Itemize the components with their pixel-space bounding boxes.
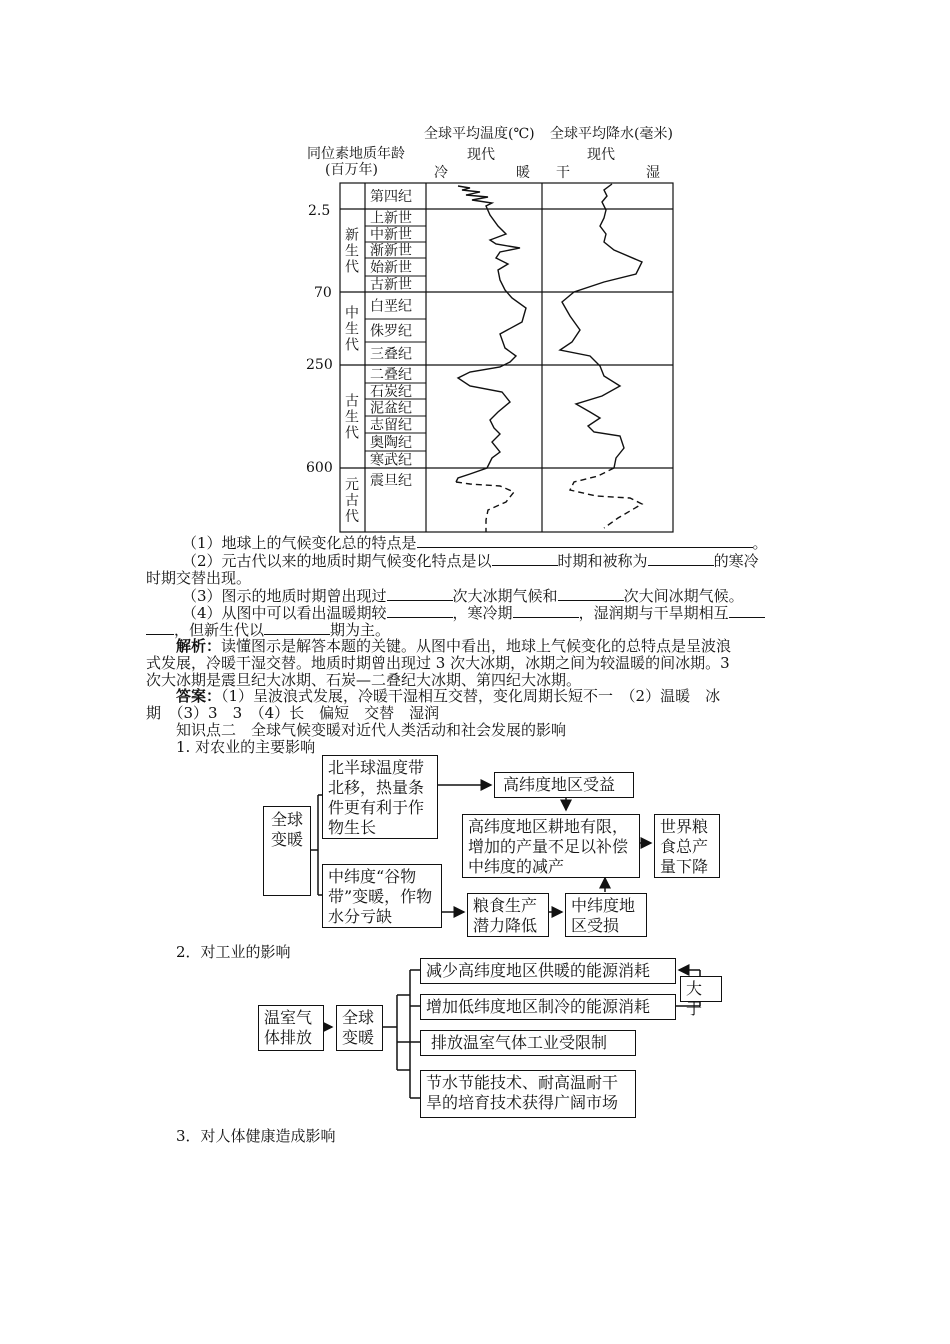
mid-latitude-grain-belt: 中纬度“谷物带”变暖，作物水分亏缺 — [322, 864, 442, 928]
period-label: 震旦纪 — [370, 473, 412, 489]
age-label: 2.5 — [308, 203, 331, 219]
era-label: 新 — [345, 227, 359, 244]
answer-text: 期 （3）3 3 （4）长 偏短 交替 湿润 — [146, 704, 440, 722]
age-label: 600 — [306, 460, 333, 476]
age-label: 250 — [306, 357, 333, 373]
analysis-text: 读懂图示是解答本题的关键。从图中看出，地球上气候变化的总特点是呈波浪 — [221, 637, 732, 655]
answer-label: 答案： — [176, 687, 222, 705]
question-4-cont: ，但新生代以 — [174, 621, 265, 639]
era-label: 代 — [345, 425, 359, 442]
period-label: 志留纪 — [370, 417, 412, 434]
question-2-cont: 时期交替出现。 — [146, 569, 252, 587]
era-label: 代 — [345, 337, 359, 354]
answer-text: （1）呈波浪式发展，冷暖干湿相互交替，变化周期长短不一 （2）温暖 冰 — [221, 687, 721, 705]
question-4-end: 期为主。 — [330, 621, 391, 639]
question-4-mid: ，寒冷期 — [452, 604, 513, 622]
era-label: 元 — [345, 477, 359, 493]
root-global-warming: 全球变暖 — [263, 806, 311, 896]
period-label: 上新世 — [370, 210, 412, 227]
subsection-title: 1. 对农业的主要影响 — [176, 738, 316, 756]
nh-temperature-belt: 北半球温度带北移，热量条件更有利于作物生长 — [322, 755, 438, 839]
question-3-mid: 次大冰期气候和 — [452, 587, 558, 605]
period-label: 始新世 — [370, 260, 412, 276]
question-2-end: 的寒冷 — [713, 552, 759, 570]
era-label: 代 — [345, 259, 359, 276]
period-label: 寒武纪 — [370, 452, 412, 469]
global-warming: 全球变暖 — [336, 1005, 383, 1051]
grain-potential-decline: 粮食生产潜力降低 — [467, 893, 549, 937]
era-label: 古 — [345, 493, 359, 509]
temp-warm-label: 暖 — [516, 165, 530, 181]
age-header: 同位素地质年龄 — [307, 146, 405, 162]
section-title: 知识点二 全球气候变暖对近代人类活动和社会发展的影响 — [176, 721, 567, 739]
period-label: 三叠纪 — [370, 346, 412, 363]
analysis-label: 解析： — [176, 637, 222, 655]
precip-modern-label: 现代 — [587, 147, 615, 163]
subsection-title: 3．对人体健康造成影响 — [176, 1127, 336, 1145]
question-3: （3）图示的地质时期曾出现过 — [182, 587, 387, 605]
temp-modern-label: 现代 — [467, 147, 495, 163]
question-3-end: 次大间冰期气候。 — [623, 587, 744, 605]
era-label: 代 — [345, 509, 359, 525]
reduce-heating-energy: 减少高纬度地区供暖的能源消耗 — [420, 958, 676, 984]
period-label: 泥盆纪 — [370, 400, 412, 417]
world-grain-output: 世界粮食总产量下降 — [654, 814, 720, 878]
precip-dry-label: 干 — [556, 165, 570, 181]
question-4: （4）从图中可以看出温暖期较 — [182, 604, 387, 622]
age-unit: (百万年) — [325, 162, 378, 178]
question-1: （1）地球上的气候变化总的特点是 — [182, 534, 417, 552]
precip-header: 全球平均降水(毫米) — [550, 126, 673, 142]
mid-latitude-loss: 中纬度地区受损 — [565, 893, 647, 937]
temp-cold-label: 冷 — [434, 165, 448, 181]
technology-market: 节水节能技术、耐高温耐干旱的培育技术获得广阔市场 — [420, 1070, 636, 1118]
high-latitude-benefit: 高纬度地区受益 — [494, 772, 634, 798]
era-label: 生 — [345, 321, 359, 338]
question-4-mid2: ，湿润期与干旱期相互 — [578, 604, 729, 622]
subsection-title: 2．对工业的影响 — [176, 943, 291, 961]
precip-wet-label: 湿 — [646, 165, 660, 181]
period-label: 中新世 — [370, 227, 412, 243]
period-label: 二叠纪 — [370, 367, 412, 383]
greenhouse-emission: 温室气体排放 — [258, 1005, 324, 1051]
high-latitude-limited: 高纬度地区耕地有限，增加的产量不足以补偿中纬度的减产 — [462, 814, 640, 878]
question-2-mid: 时期和被称为 — [557, 552, 648, 570]
era-label: 中 — [345, 305, 359, 322]
period-label: 侏罗纪 — [370, 323, 412, 340]
analysis-text: 式发展，冷暖干湿交替。地质时期曾出现过 3 次大冰期，冰期之间为较温暖的间冰期。3 — [146, 654, 730, 672]
era-label: 古 — [345, 393, 359, 410]
emission-industry-limited: 排放温室气体工业受限制 — [420, 1030, 636, 1056]
question-1-end: 。 — [752, 534, 768, 552]
period-label: 古新世 — [370, 277, 412, 293]
era-label: 生 — [345, 243, 359, 260]
temp-header: 全球平均温度(℃) — [424, 126, 535, 142]
analysis-text: 次大冰期是震旦纪大冰期、石炭—二叠纪大冰期、第四纪大冰期。 — [146, 671, 582, 689]
era-label: 生 — [345, 409, 359, 426]
age-label: 70 — [314, 285, 332, 301]
period-label: 石炭纪 — [370, 384, 412, 400]
increase-cooling-energy: 增加低纬度地区制冷的能源消耗 — [420, 994, 676, 1020]
question-2: （2）元古代以来的地质时期气候变化特点是以 — [182, 552, 492, 570]
period-label: 奥陶纪 — [370, 435, 412, 451]
greater-than-label: 大于 — [680, 976, 722, 1002]
period-label: 渐新世 — [370, 243, 412, 259]
period-label: 白垩纪 — [370, 298, 412, 315]
period-label: 第四纪 — [370, 189, 412, 205]
